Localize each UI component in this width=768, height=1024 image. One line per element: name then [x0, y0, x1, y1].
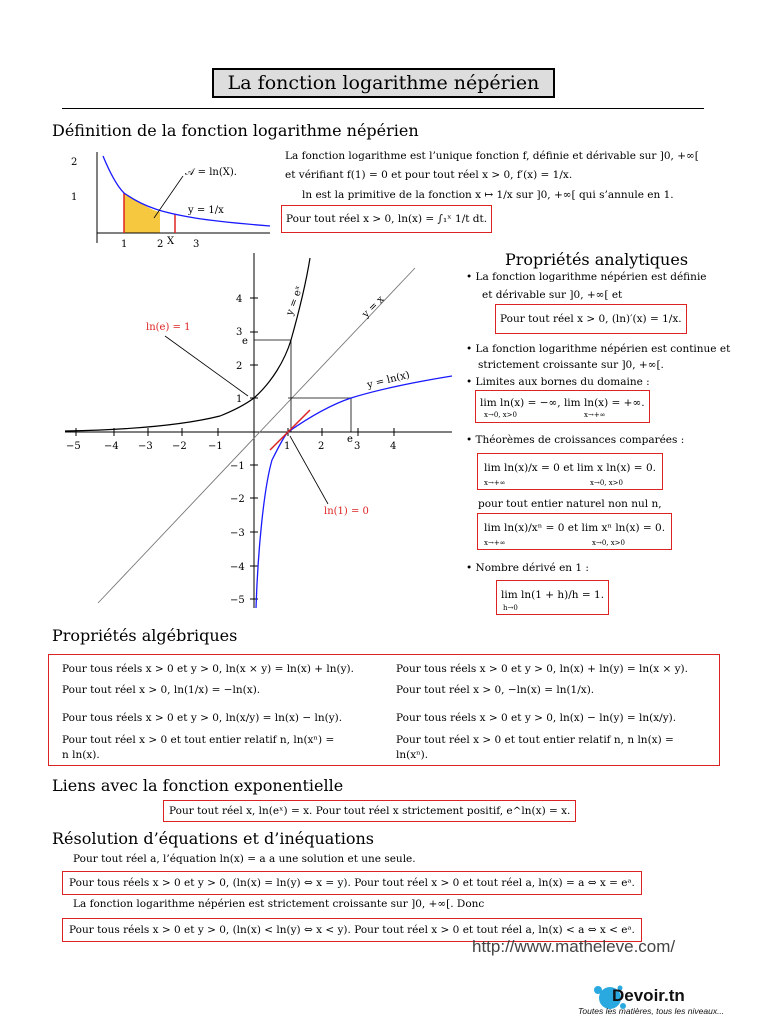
title-divider: [62, 108, 704, 109]
svg-text:4: 4: [236, 294, 243, 305]
alg-l4b: n ln(x).: [62, 749, 100, 761]
analytic-b4: • Théorèmes de croissances comparées :: [466, 433, 684, 447]
alg-l2: Pour tout réel x > 0, ln(1/x) = −ln(x).: [62, 684, 261, 696]
section-resolution: Résolution d’équations et d’inéquations: [52, 829, 374, 848]
area-label: 𝒜 = ln(X).: [185, 167, 237, 178]
xtick-1: 1: [121, 239, 128, 250]
svg-text:−3: −3: [230, 528, 245, 539]
res-box-ineq: Pour tous réels x > 0 et y > 0, (ln(x) < ln(y) ⇔ x < y). Pour tout réel x > 0 et tout réel a, ln(x) < a ⇔ x < eᵃ.: [62, 918, 642, 942]
ytick-1: 1: [71, 192, 78, 203]
small-area-graph: [55, 148, 285, 250]
alg-l3: Pour tous réels x > 0 et y > 0, ln(x/y) = ln(x) − ln(y).: [62, 712, 343, 724]
svg-text:−3: −3: [138, 441, 153, 452]
svg-text:3: 3: [236, 327, 243, 338]
analytic-box1: Pour tout réel x > 0, (ln)′(x) = 1/x.: [495, 304, 687, 334]
exp-curve: [65, 258, 310, 431]
svg-text:y = x: y = x: [360, 293, 387, 321]
alg-r2: Pour tout réel x > 0, −ln(x) = ln(1/x).: [396, 684, 595, 696]
alg-r4a: Pour tout réel x > 0 et tout entier relatif n, n ln(x) =: [396, 734, 674, 746]
res-intro: Pour tout réel a, l’équation ln(x) = a a une solution et une seule.: [73, 853, 416, 865]
alg-l1: Pour tous réels x > 0 et y > 0, ln(x × y) = ln(x) + ln(y).: [62, 663, 354, 675]
svg-text:−2: −2: [172, 441, 187, 452]
svg-text:y = ln(x): y = ln(x): [366, 369, 411, 391]
svg-text:−4: −4: [230, 562, 245, 573]
exp-box: Pour tout réel x, ln(eˣ) = x. Pour tout réel x strictement positif, e^ln(x) = x.: [163, 800, 576, 822]
area-fill: [124, 193, 160, 233]
alg-r4b: ln(xⁿ).: [396, 749, 429, 761]
footer-tagline: Toutes les matières, tous les niveaux...: [578, 1006, 725, 1016]
analytic-box5: lim ln(1 + h)/h = 1. h→0: [496, 580, 609, 615]
def-line-3: ln est la primitive de la fonction x ↦ 1/x sur ]0, +∞[ qui s’annule en 1.: [302, 189, 674, 201]
svg-text:3: 3: [354, 441, 361, 452]
svg-text:2: 2: [318, 441, 325, 452]
alg-r3: Pour tous réels x > 0 et y > 0, ln(x) − ln(y) = ln(x/y).: [396, 712, 677, 724]
alg-r1: Pour tous réels x > 0 et y > 0, ln(x) + ln(y) = ln(x × y).: [396, 663, 688, 675]
ln-curve: [256, 376, 452, 608]
svg-text:2: 2: [236, 361, 243, 372]
svg-text:e: e: [242, 336, 248, 347]
svg-text:1: 1: [284, 441, 291, 452]
section-algebraic: Propriétés algébriques: [52, 626, 238, 645]
svg-text:1: 1: [236, 394, 243, 405]
analytic-box2: lim ln(x) = −∞, lim ln(x) = +∞. x→0, x>0 x→+∞: [475, 390, 650, 423]
svg-text:ln(e) = 1: ln(e) = 1: [146, 322, 191, 333]
analytic-b2b: strictement croissante sur ]0, +∞[.: [478, 359, 664, 371]
analytic-b1: • La fonction logarithme népérien est définie: [466, 270, 707, 284]
page-title: La fonction logarithme népérien: [212, 68, 555, 98]
area-pointer: [154, 176, 183, 218]
section-exponential: Liens avec la fonction exponentielle: [52, 776, 344, 795]
svg-text:4: 4: [390, 441, 397, 452]
svg-text:ln(1) = 0: ln(1) = 0: [324, 506, 369, 517]
big-graph: [60, 248, 460, 613]
section-analytic: Propriétés analytiques: [505, 250, 689, 269]
analytic-b2: • La fonction logarithme népérien est continue et: [466, 342, 730, 356]
svg-text:−2: −2: [230, 494, 245, 505]
curve-label: y = 1/x: [188, 205, 224, 216]
def-integral-box: Pour tout réel x > 0, ln(x) = ∫₁ˣ 1/t dt.: [281, 205, 492, 233]
analytic-box4: lim ln(x)/xⁿ = 0 et lim xⁿ ln(x) = 0. x→+∞ x→0, x>0: [477, 513, 672, 550]
xtick-3: 3: [193, 239, 200, 250]
xtick-2: 2: [157, 239, 164, 250]
alg-l4a: Pour tout réel x > 0 et tout entier relatif n, ln(xⁿ) =: [62, 734, 335, 746]
analytic-b5: • Nombre dérivé en 1 :: [466, 561, 589, 575]
analytic-b1b: et dérivable sur ]0, +∞[ et: [482, 289, 623, 301]
footer-brand: Devoir.tn: [612, 986, 685, 1005]
svg-text:e: e: [347, 434, 353, 445]
ytick-2: 2: [71, 157, 78, 168]
res-mid: La fonction logarithme népérien est strictement croissante sur ]0, +∞[. Donc: [73, 898, 485, 910]
svg-text:−1: −1: [208, 441, 223, 452]
xtick-X: X: [167, 236, 175, 247]
res-box-eq: Pour tous réels x > 0 et y > 0, (ln(x) = ln(y) ⇔ x = y). Pour tout réel x > 0 et tout réel a, ln(x) = a ⇔ x = eᵃ.: [62, 871, 642, 895]
svg-text:−4: −4: [104, 441, 119, 452]
footer-url[interactable]: http://www.matheleve.com/: [472, 937, 676, 956]
analytic-b3: • Limites aux bornes du domaine :: [466, 375, 650, 389]
svg-text:−5: −5: [66, 441, 81, 452]
def-line-2: et vérifiant f(1) = 0 et pour tout réel x > 0, f′(x) = 1/x.: [285, 169, 573, 181]
analytic-mid: pour tout entier naturel non nul n,: [478, 498, 662, 510]
def-line-1: La fonction logarithme est l’unique fonction f, définie et dérivable sur ]0, +∞[: [285, 150, 699, 162]
svg-text:−5: −5: [230, 595, 245, 606]
svg-text:y = eˣ: y = eˣ: [284, 284, 306, 318]
analytic-box3: lim ln(x)/x = 0 et lim x ln(x) = 0. x→+∞ x→0, x>0: [477, 453, 663, 490]
svg-text:−1: −1: [230, 461, 245, 472]
section-definition: Définition de la fonction logarithme népérien: [52, 121, 419, 140]
